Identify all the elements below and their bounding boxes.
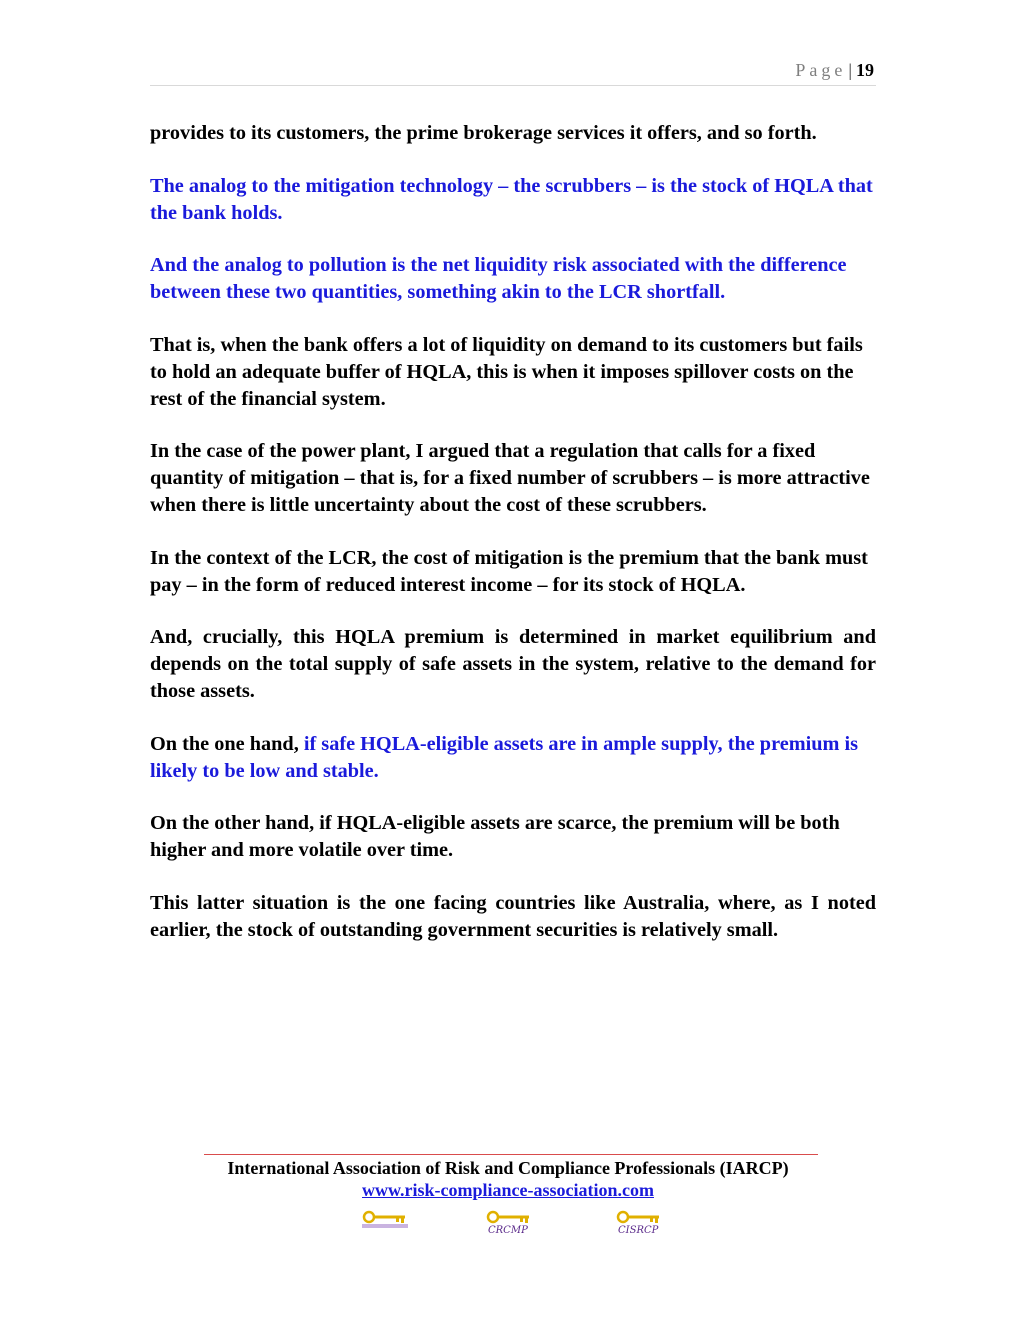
paragraph-1-text: provides to its customers, the prime brokerage services it offers, and so forth.	[150, 122, 817, 144]
paragraph-2-text: The analog to the mitigation technology – the scrubbers – is the stock of HQLA that the bank holds.	[150, 174, 873, 224]
page-separator: |	[848, 60, 852, 80]
paragraph-2	[150, 173, 876, 227]
paragraph-7-text: And, crucially, this HQLA premium is determined in market equilibrium and depends on the total supply of safe assets in the system, relative to the demand for those assets.	[150, 626, 876, 702]
paragraph-9	[150, 810, 876, 864]
footer-website-link[interactable]: www.risk-compliance-association.com	[362, 1180, 654, 1200]
paragraph-4	[150, 332, 876, 412]
crcmp-key-logo-icon	[486, 1210, 546, 1240]
paragraph-5-text: In the case of the power plant, I argued that a regulation that calls for a fixed quantity of mitigation – that is, for a fixed number of scrubbers – is more attractive when there is little uncertainty about the cost of these scrubbers.	[150, 440, 870, 516]
cisrcp-logo-label: CISRCP	[618, 1225, 659, 1236]
page-number-label	[795, 60, 874, 81]
footer-logos	[0, 1210, 1024, 1242]
paragraph-6	[150, 545, 876, 599]
paragraph-6-text: In the context of the LCR, the cost of mitigation is the premium that the bank must pay – in the form of reduced interest income – for its stock of HQLA.	[150, 546, 868, 596]
body-text	[150, 120, 876, 970]
paragraph-3-text: And the analog to pollution is the net liquidity risk associated with the difference between these two quantities, something akin to the LCR shortfall.	[150, 254, 847, 304]
paragraph-8-lead: On the one hand,	[150, 732, 304, 755]
crcmp-logo-label: CRCMP	[488, 1225, 528, 1236]
paragraph-9-text: On the other hand, if HQLA-eligible assets are scarce, the premium will be both higher and more volatile over time.	[150, 812, 840, 862]
paragraph-3	[150, 252, 876, 306]
member-key-logo-icon	[362, 1210, 422, 1240]
paragraph-4-text: That is, when the bank offers a lot of liquidity on demand to its customers but fails to hold an adequate buffer of HQLA, this is when it imposes spillover costs on the rest of the financial system.	[150, 333, 863, 410]
paragraph-10-text: This latter situation is the one facing countries like Australia, where, as I noted earlier, the stock of outstanding government securities is relatively small.	[150, 891, 876, 941]
paragraph-1	[150, 120, 876, 147]
paragraph-10	[150, 890, 876, 944]
cisrcp-key-logo-icon	[616, 1210, 676, 1240]
paragraph-8-highlight: if safe HQLA-eligible assets are in ample supply, the premium is likely to be low and stable.	[150, 732, 859, 782]
footer-divider	[204, 1154, 818, 1155]
page-number: 19	[856, 60, 874, 80]
page-header	[150, 58, 876, 86]
footer-organization: International Association of Risk and Compliance Professionals (IARCP)	[227, 1158, 789, 1178]
paragraph-7	[150, 624, 876, 704]
paragraph-8	[150, 731, 876, 785]
paragraph-5	[150, 438, 876, 518]
page-word: Page	[795, 60, 847, 80]
